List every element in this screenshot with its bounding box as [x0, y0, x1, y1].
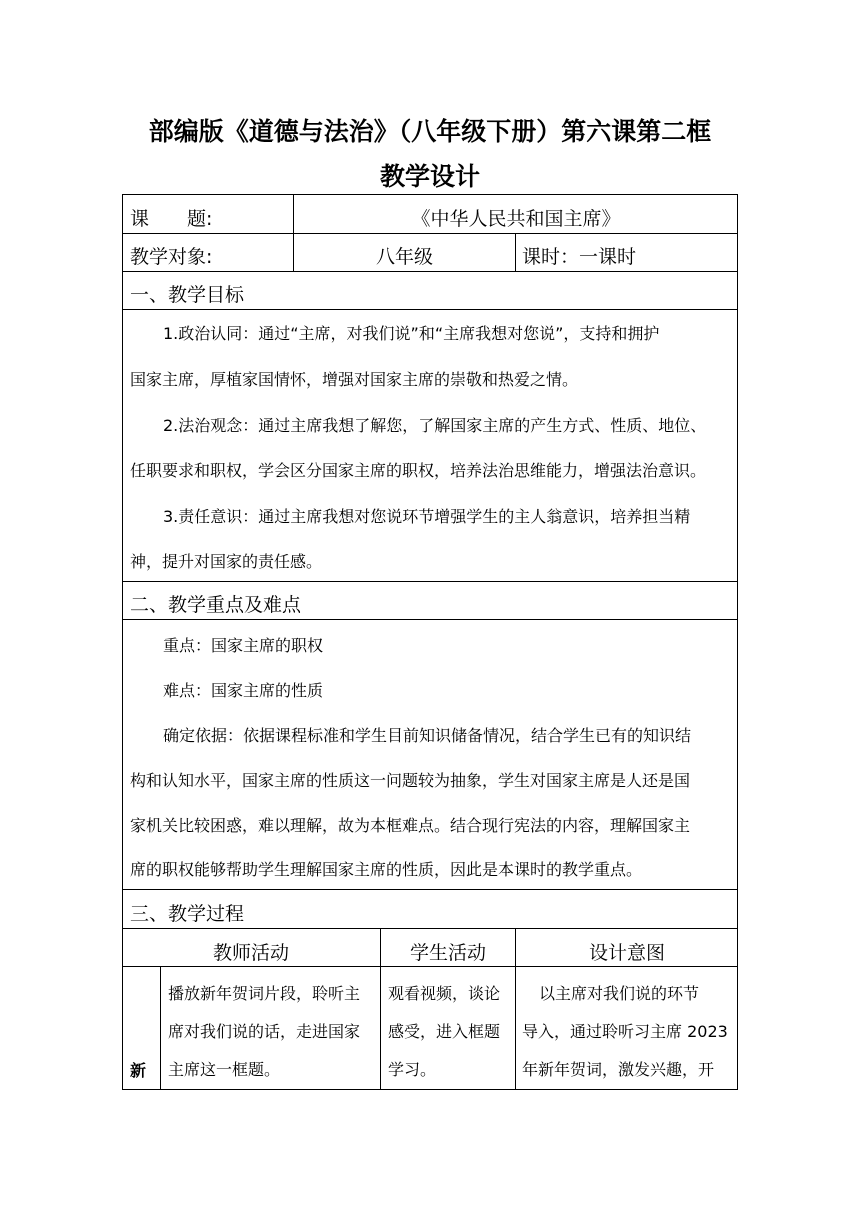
teacher-activity-header: 教师活动 — [212, 942, 289, 964]
row-divider — [122, 619, 738, 620]
row-divider — [122, 966, 738, 967]
goal-line: 2.法治观念：通过主席我想了解您，了解国家主席的产生方式、性质、地位、 — [163, 416, 707, 435]
target-value: 八年级 — [375, 246, 433, 268]
column-divider — [160, 966, 161, 1090]
student-activity-line: 感受，进入框题 — [388, 1022, 501, 1041]
document-title-line2: 教学设计 — [379, 162, 480, 191]
basis-line: 确定依据：依据课程标准和学生目前知识储备情况，结合学生已有的知识结 — [163, 726, 692, 745]
document-title: 部编版《道德与法治》（八年级下册）第六课第二框 — [148, 117, 712, 146]
process-heading: 三、教学过程 — [130, 903, 245, 925]
key-point: 重点：国家主席的职权 — [163, 636, 324, 655]
target-label: 教学对象: — [130, 246, 213, 268]
goal-line: 国家主席，厚植家国情怀，增强对国家主席的崇敬和热爱之情。 — [130, 370, 579, 389]
row-divider — [122, 309, 738, 310]
column-divider — [515, 233, 516, 271]
row-divider — [122, 889, 738, 890]
basis-line: 席的职权能够帮助学生理解国家主席的性质，因此是本课时的教学重点。 — [130, 860, 643, 879]
stage-label: 新 — [130, 1061, 147, 1080]
topic-label: 课 题: — [130, 208, 213, 230]
teacher-activity-line: 播放新年贺词片段，聆听主 — [168, 984, 361, 1003]
design-intent-line: 导入，通过聆听习主席 2023 — [522, 1022, 728, 1041]
row-divider — [122, 581, 738, 582]
class-hours: 课时：一课时 — [522, 246, 637, 268]
goal-line: 任职要求和职权，学会区分国家主席的职权，培养法治思维能力，增强法治意识。 — [130, 461, 707, 480]
design-intent-line: 以主席对我们说的环节 — [539, 984, 700, 1003]
design-intent-header: 设计意图 — [588, 942, 665, 964]
goal-line: 神，提升对国家的责任感。 — [130, 552, 323, 571]
difficult-point: 难点：国家主席的性质 — [163, 681, 324, 700]
keys-heading: 二、教学重点及难点 — [130, 594, 302, 616]
row-divider — [122, 233, 738, 234]
student-activity-line: 观看视频，谈论 — [388, 984, 501, 1003]
design-intent-line: 年新年贺词，激发兴趣，开 — [522, 1060, 715, 1079]
student-activity-header: 学生活动 — [409, 942, 486, 964]
basis-line: 构和认知水平，国家主席的性质这一问题较为抽象，学生对国家主席是人还是国 — [130, 771, 691, 790]
student-activity-line: 学习。 — [388, 1060, 437, 1079]
teacher-activity-line: 主席这一框题。 — [168, 1060, 281, 1079]
row-divider — [122, 271, 738, 272]
goal-line: 3.责任意识：通过主席我想对您说环节增强学生的主人翁意识，培养担当精 — [163, 507, 691, 526]
basis-line: 家机关比较困惑，难以理解，故为本框难点。结合现行宪法的内容，理解国家主 — [130, 816, 691, 835]
teacher-activity-line: 席对我们说的话，走进国家 — [168, 1022, 361, 1041]
goals-heading: 一、教学目标 — [130, 284, 245, 306]
goal-line: 1.政治认同：通过“主席，对我们说”和“主席我想对您说”，支持和拥护 — [163, 324, 660, 343]
row-divider — [122, 928, 738, 929]
topic-value: 《中华人民共和国主席》 — [411, 208, 621, 230]
